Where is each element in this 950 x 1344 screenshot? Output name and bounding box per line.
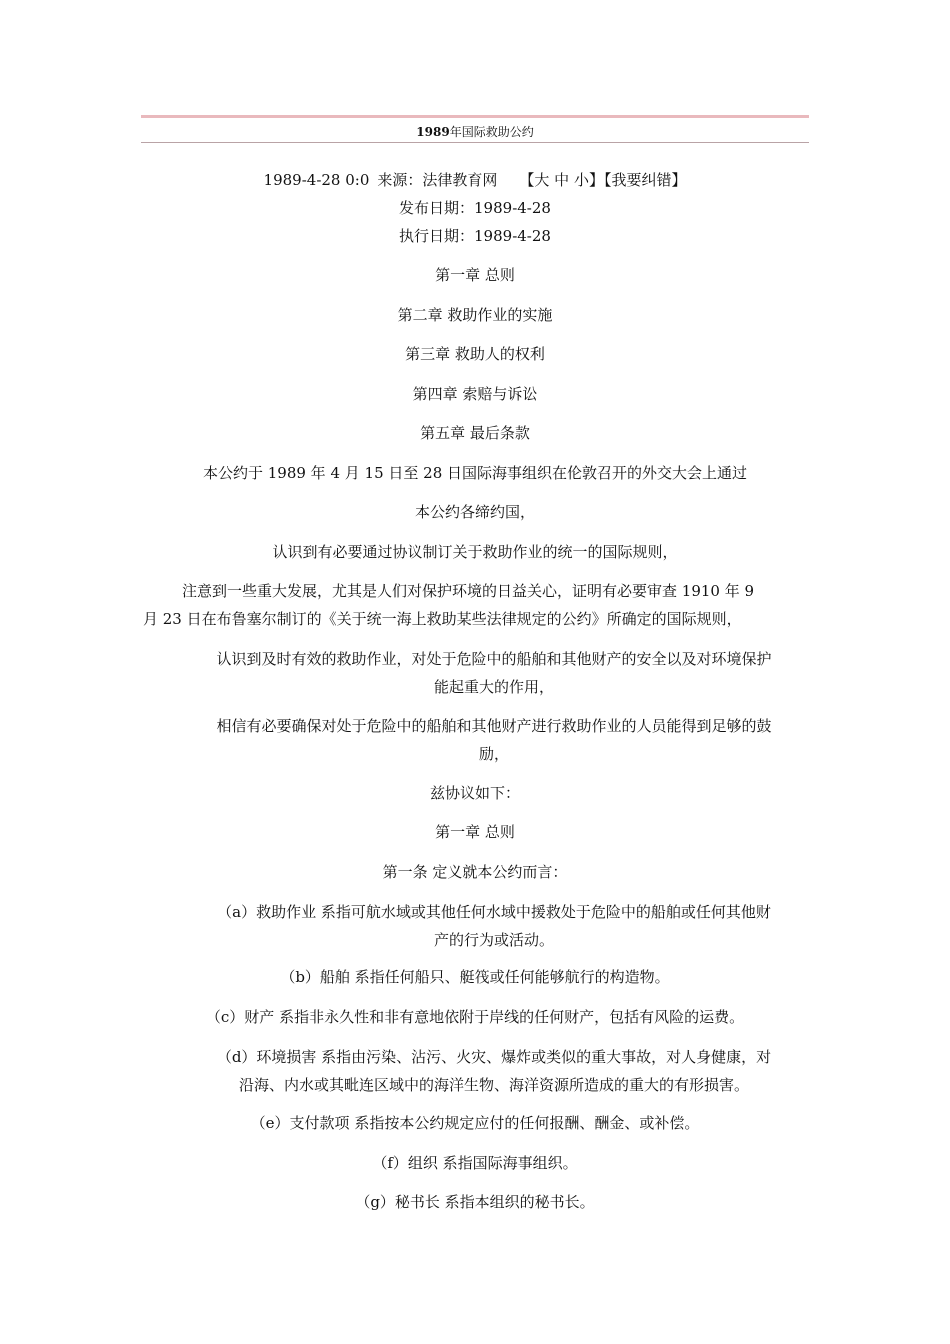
header-top-rule	[141, 115, 809, 118]
recital-3	[182, 645, 806, 701]
recital-4-line-2: 励，	[478, 745, 509, 763]
definition-d-line-2: 沿海、内水或其毗连区域中的海洋生物、海洋资源所造成的重大的有形损害。	[238, 1076, 749, 1094]
toc-chapter-3: 第三章 救助人的权利	[405, 345, 545, 363]
toc-chapter-1: 第一章 总则	[435, 266, 515, 284]
definition-g: （g）秘书长 系指本组织的秘书长。	[355, 1193, 595, 1211]
recital-3-line-2: 能起重大的作用，	[433, 678, 554, 696]
effective-date: 执行日期：1989-4-28	[399, 227, 551, 245]
parties-statement: 本公约各缔约国，	[414, 503, 535, 521]
agreed-statement: 兹协议如下：	[429, 784, 520, 802]
adoption-statement: 本公约于 1989 年 4 月 15 日至 28 日国际海事组织在伦敦召开的外交大会上通过	[202, 464, 748, 482]
toc-chapter-4: 第四章 索赔与诉讼	[412, 385, 538, 403]
definition-e: （e）支付款项 系指按本公约规定应付的任何报酬、酬金、或补偿。	[250, 1114, 700, 1132]
definition-a-line-2: 产的行为或活动。	[433, 931, 554, 949]
definition-b: （b）船舶 系指任何船只、艇筏或任何能够航行的构造物。	[280, 968, 670, 986]
publish-date: 发布日期：1989-4-28	[399, 199, 551, 217]
title-text: 年国际救助公约	[449, 125, 534, 139]
definition-d	[182, 1043, 806, 1099]
toc-chapter-2: 第二章 救助作业的实施	[397, 306, 553, 324]
header-bottom-rule	[141, 142, 809, 143]
font-size-controls[interactable]: 【大 中 小】	[519, 171, 604, 189]
definition-f: （f）组织 系指国际海事组织。	[372, 1154, 578, 1172]
recital-4	[182, 712, 806, 768]
recital-2-line-1: 注意到一些重大发展，尤其是人们对保护环境的日益关心，证明有必要审查 1910 年 9	[182, 582, 755, 600]
definition-d-line-1: （d）环境损害 系指由污染、沾污、火灾、爆炸或类似的重大事故，对人身健康，对	[216, 1048, 772, 1066]
recital-4-line-1: 相信有必要确保对处于危险中的船舶和其他财产进行救助作业的人员能得到足够的鼓	[216, 717, 772, 735]
report-error-link[interactable]: 【我要纠错】	[603, 171, 687, 189]
definition-a-line-1: （a）救助作业 系指可航水域或其他任何水域中援救处于危险中的船舶或任何其他财	[217, 903, 771, 921]
definition-c: （c）财产 系指非永久性和非有意地依附于岸线的任何财产，包括有风险的运费。	[205, 1008, 745, 1026]
title-year: 1989	[416, 125, 450, 139]
document-title	[141, 124, 809, 140]
meta-source: 来源：法律教育网	[377, 171, 498, 189]
article-1-heading: 第一条 定义就本公约而言：	[382, 863, 568, 881]
recital-1: 认识到有必要通过协议制订关于救助作业的统一的国际规则，	[272, 543, 678, 561]
meta-datetime: 1989-4-28 0:0	[263, 171, 370, 189]
recital-2-line-2: 月 23 日在布鲁塞尔制订的《关于统一海上救助某些法律规定的公约》所确定的国际规则，	[143, 610, 742, 628]
meta-line	[0, 170, 950, 190]
toc-chapter-5: 第五章 最后条款	[420, 424, 530, 442]
chapter-1-heading: 第一章 总则	[435, 823, 515, 841]
recital-3-line-1: 认识到及时有效的救助作业，对处于危险中的船舶和其他财产的安全以及对环境保护	[216, 650, 772, 668]
definition-a	[182, 898, 806, 954]
